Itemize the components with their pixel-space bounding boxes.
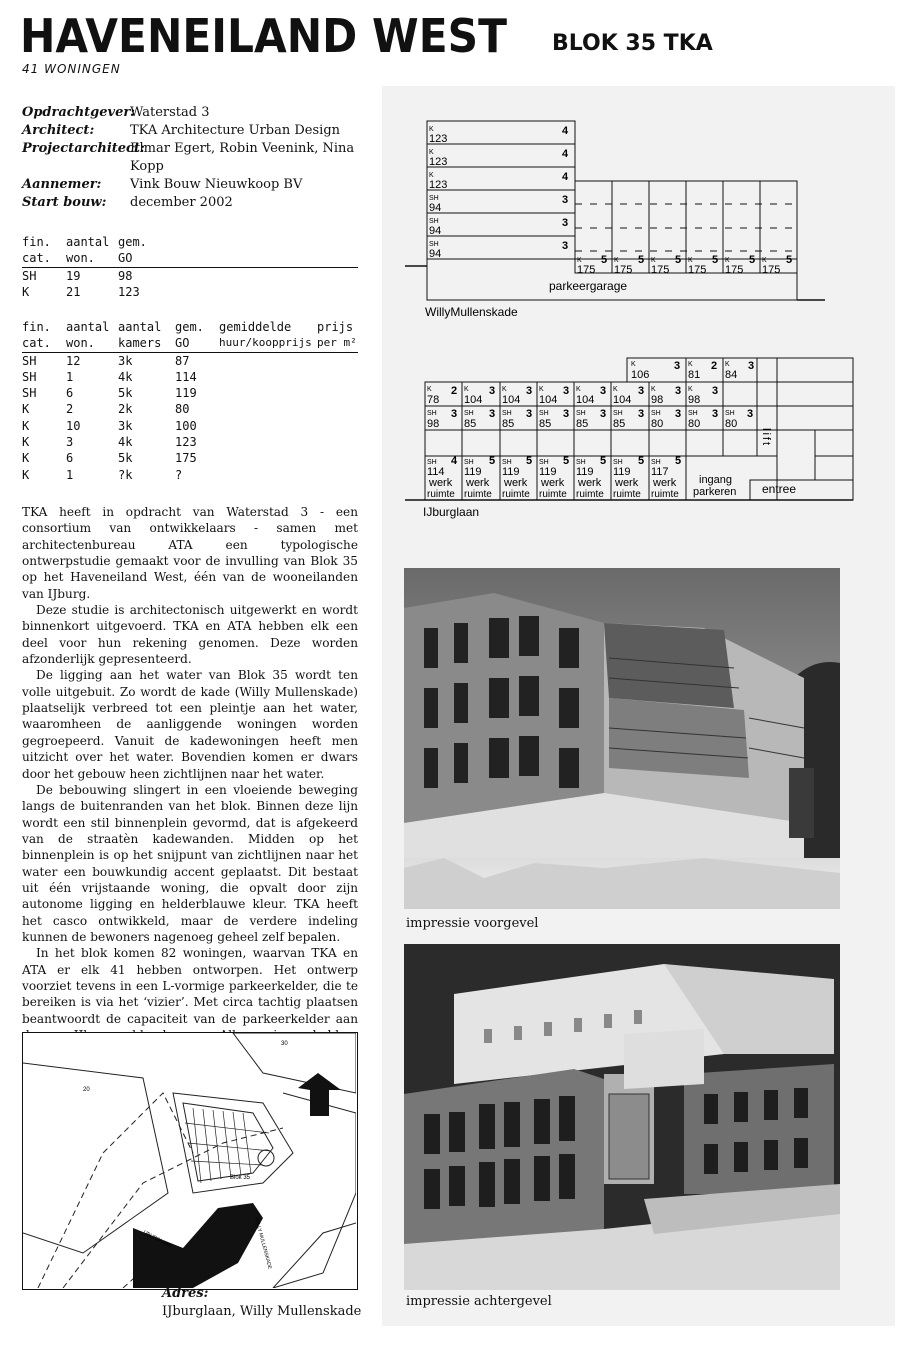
street-label: WillyMullenskade xyxy=(425,305,518,319)
info-value: Elmar Egert, Robin Veenink, Nina Kopp xyxy=(130,141,355,174)
table-cell: 1 xyxy=(66,467,74,482)
table-header-cell: huur/koopprijs xyxy=(219,335,317,352)
table-cell: SH xyxy=(22,353,37,368)
info-label: Architect: xyxy=(22,123,95,138)
table-cell: 3 xyxy=(66,435,74,450)
unit-type: K xyxy=(613,386,618,393)
table-cell: 114 xyxy=(175,369,197,384)
table-cell: 4k xyxy=(118,369,133,384)
entree-label: entree xyxy=(762,482,797,496)
table-cell: 119 xyxy=(175,386,197,401)
table-header-cell: aantal xyxy=(118,320,162,334)
ruimte-label: ruimte xyxy=(576,489,604,500)
unit-floors: 5 xyxy=(563,455,570,467)
table-cell: 21 xyxy=(66,284,81,299)
street-label: IJBURGLAAN xyxy=(142,1229,173,1250)
unit-floors: 5 xyxy=(712,254,719,266)
unit-size: 119 xyxy=(502,466,520,478)
photo1-caption: impressie voorgevel xyxy=(406,916,539,931)
ruimte-label: ruimte xyxy=(464,489,492,500)
facade-photo-front xyxy=(404,568,840,909)
paragraph: TKA heeft in opdracht van Waterstad 3 - een consortium van ontwikkelaars - samen met architectenbureau ATA een typologische ontwerpstudie gemaakt voor de invulling van Blok 35 op het Haveneiland West, één van de wooneilanden van IJburg. xyxy=(22,505,358,601)
table-header-cell: gem. xyxy=(175,320,204,334)
unit-type: SH xyxy=(613,410,623,417)
unit-type: K xyxy=(464,386,469,393)
unit-size: 119 xyxy=(539,466,557,478)
unit-floors: 3 xyxy=(747,408,754,420)
unit-type: K xyxy=(539,386,544,393)
unit-type: K xyxy=(725,257,730,264)
table-cell: SH xyxy=(22,268,37,283)
table-cell: 87 xyxy=(175,353,190,368)
unit-type: SH xyxy=(429,195,439,202)
unit-type: K xyxy=(576,386,581,393)
unit-type: SH xyxy=(576,410,586,417)
table-header xyxy=(22,234,358,250)
unit-size: 81 xyxy=(688,369,701,381)
unit-size: 104 xyxy=(502,394,521,406)
table-row xyxy=(22,418,358,434)
dwelling-table xyxy=(22,319,358,483)
unit-type: K xyxy=(688,257,693,264)
unit-type: SH xyxy=(429,218,439,225)
unit-type: SH xyxy=(613,459,623,466)
unit-type: K xyxy=(429,149,434,156)
unit-size: 114 xyxy=(427,466,445,478)
werk-label: werk xyxy=(466,477,490,489)
unit-size: 175 xyxy=(651,264,670,276)
unit-type: K xyxy=(651,257,656,264)
werk-label: werk xyxy=(653,477,677,489)
unit-size: 94 xyxy=(429,225,442,237)
unit-size: 119 xyxy=(576,466,594,478)
table-row xyxy=(22,434,358,450)
info-label: Start bouw: xyxy=(22,195,107,210)
table-cell: ?k xyxy=(118,467,133,482)
table-header-cell: prijs xyxy=(317,320,354,334)
table-header-cell: GO xyxy=(118,250,358,267)
unit-size: 94 xyxy=(429,248,442,260)
unit-floors: 3 xyxy=(712,385,719,397)
elevation-drawing xyxy=(405,356,855,524)
unit-floors: 3 xyxy=(526,385,533,397)
address-value: IJburglaan, Willy Mullenskade xyxy=(162,1304,362,1319)
street-label: WILLY MULLENSKADE xyxy=(253,1216,273,1270)
unit-floors: 5 xyxy=(638,254,645,266)
unit-floors: 5 xyxy=(601,254,608,266)
table-header-cell: gem. xyxy=(118,235,147,249)
table-header-cell: gemiddelde xyxy=(219,320,292,334)
unit-type: SH xyxy=(688,410,698,417)
table-cell: K xyxy=(22,418,30,433)
table-cell: 2 xyxy=(66,402,74,417)
werk-label: werk xyxy=(504,477,528,489)
unit-floors: 3 xyxy=(675,408,682,420)
parkeren-label: parkeren xyxy=(693,486,737,498)
unit-floors: 3 xyxy=(562,217,569,229)
table-cell: K xyxy=(22,467,30,482)
unit-type: SH xyxy=(429,241,439,248)
plot-number: 30 xyxy=(281,1041,288,1047)
unit-floors: 2 xyxy=(451,385,458,397)
photo2-caption: impressie achtergevel xyxy=(406,1294,552,1309)
info-value: Waterstad 3 xyxy=(130,105,210,120)
table-cell: 3k xyxy=(118,418,133,433)
unit-type: K xyxy=(429,172,434,179)
unit-size: 85 xyxy=(464,418,477,430)
unit-floors: 3 xyxy=(674,360,681,372)
table-cell: 98 xyxy=(118,268,133,283)
unit-type: K xyxy=(577,257,582,264)
table-cell: ? xyxy=(175,467,183,482)
paragraph: De ligging aan het water van Blok 35 wordt ten volle uitgebuit. Zo wordt de kade (Willy Mullenskade) plaatselijk verbreed tot een pleintje aan het water, waaromheen de aanliggende woningen worden gegroepeerd. Vanuit de kadewoningen heeft men uitzicht over het water. Bovendien komen er dwars door het gebouw heen zichtlijnen naar het water. xyxy=(22,668,358,781)
ruimte-label: ruimte xyxy=(502,489,530,500)
facade-photo-rear-image xyxy=(404,944,840,1290)
unit-type: K xyxy=(762,257,767,264)
info-value: TKA Architecture Urban Design xyxy=(130,123,341,138)
plot-number: 20 xyxy=(83,1087,90,1093)
table-cell: SH xyxy=(22,386,37,401)
table-row xyxy=(22,467,358,483)
unit-floors: 3 xyxy=(451,408,458,420)
table-header-cell: cat. xyxy=(22,250,66,267)
table-cell: K xyxy=(22,284,30,299)
unit-type: SH xyxy=(502,459,512,466)
unit-floors: 4 xyxy=(562,148,569,160)
unit-size: 80 xyxy=(651,418,664,430)
ruimte-label: ruimte xyxy=(427,489,455,500)
blok-label: Blok 35 xyxy=(230,1175,251,1181)
unit-size: 85 xyxy=(576,418,589,430)
facade-photo-front-image xyxy=(404,568,840,909)
unit-floors: 3 xyxy=(638,385,645,397)
unit-floors: 5 xyxy=(786,254,793,266)
table-cell: 10 xyxy=(66,418,81,433)
table-row xyxy=(22,267,358,284)
unit-type: SH xyxy=(464,459,474,466)
elevation-diagram xyxy=(405,356,855,524)
unit-floors: 3 xyxy=(562,194,569,206)
unit-floors: 4 xyxy=(451,455,458,467)
table-cell: 5k xyxy=(118,451,133,466)
unit-size: 98 xyxy=(427,418,440,430)
unit-size: 175 xyxy=(577,264,596,276)
unit-floors: 3 xyxy=(600,408,607,420)
table-cell: 123 xyxy=(118,284,140,299)
unit-size: 119 xyxy=(464,466,482,478)
north-arrow-icon xyxy=(298,1073,341,1116)
unit-type: SH xyxy=(427,410,437,417)
section-drawing xyxy=(405,118,835,324)
unit-type: SH xyxy=(502,410,512,417)
unit-size: 104 xyxy=(464,394,483,406)
unit-size: 123 xyxy=(429,133,448,145)
paragraph: De bebouwing slingert in een vloeiende beweging langs de buitenranden van het blok. Binnen deze lijn wordt een stil binnenplein gevormd, dat is afgekeerd van de straatèn kadewanden. Midden op het binnenplein is op het snijpunt van zichtlijnen naar het water een bouwkundig accent geplaatst. Dit bestaat uit één vrijstaande woning, die opvalt door zijn autonome ligging en helderblauwe kleur. TKA heeft het casco ontwikkeld, maar de verdere indeling kunnen de bewoners nagenoeg geheel zelf bepalen. xyxy=(22,782,358,944)
unit-size: 78 xyxy=(427,394,440,406)
lift-label: lift xyxy=(760,428,772,447)
unit-type: K xyxy=(429,126,434,133)
unit-size: 98 xyxy=(688,394,701,406)
section-diagram xyxy=(405,118,835,324)
paragraph: In het blok komen 82 woningen, waarvan TKA en ATA er elk 41 hebben ontworpen. Het ontwerp voorziet tevens in een L-vormige parkeerkelder, die te bereiken is via het ‘vizier’. Met circa tachtig plaatsen beantwoordt de capaciteit van de parkeerkelder aan xyxy=(22,946,358,1026)
address-label: Adres: xyxy=(162,1286,209,1301)
table-header-cell: won. xyxy=(66,335,118,352)
werk-label: werk xyxy=(541,477,565,489)
ruimte-label: ruimte xyxy=(613,489,641,500)
page-subtitle: BLOK 35 TKA xyxy=(552,31,713,56)
ruimte-label: ruimte xyxy=(651,489,679,500)
unit-floors: 3 xyxy=(563,385,570,397)
unit-type: SH xyxy=(651,459,661,466)
unit-floors: 3 xyxy=(748,360,755,372)
body-text xyxy=(22,504,358,1092)
info-value: Vink Bouw Nieuwkoop BV xyxy=(130,177,303,192)
table-cell: 175 xyxy=(175,451,197,466)
unit-type: SH xyxy=(427,459,437,466)
unit-size: 85 xyxy=(613,418,626,430)
unit-floors: 3 xyxy=(675,385,682,397)
info-label: Opdrachtgever: xyxy=(22,105,135,120)
unit-type: K xyxy=(651,386,656,393)
unit-type: K xyxy=(631,361,636,368)
unit-type: K xyxy=(427,386,432,393)
unit-size: 175 xyxy=(688,264,707,276)
unit-floors: 5 xyxy=(749,254,756,266)
project-info xyxy=(22,104,362,214)
table-cell: 2k xyxy=(118,402,133,417)
paragraph: Deze studie is architectonisch uitgewerkt en wordt binnenkort uitgevoerd. TKA en ATA hebben elk een deel voor hun rekening genomen. Deze worden afzonderlijk gepresenteerd. xyxy=(22,603,358,667)
table-cell: 80 xyxy=(175,402,190,417)
info-label: Projectarchitect: xyxy=(22,141,145,156)
unit-type: SH xyxy=(539,410,549,417)
unit-floors: 5 xyxy=(638,455,645,467)
unit-floors: 3 xyxy=(562,240,569,252)
table-row xyxy=(22,450,358,466)
unit-type: K xyxy=(688,386,693,393)
table-cell: 6 xyxy=(66,451,74,466)
site-plan xyxy=(22,1032,358,1290)
info-label: Aannemer: xyxy=(22,177,102,192)
unit-type: K xyxy=(688,361,693,368)
unit-size: 123 xyxy=(429,179,448,191)
table-header-cell: GO xyxy=(175,335,219,352)
table-cell: 3k xyxy=(118,353,133,368)
unit-type: SH xyxy=(539,459,549,466)
parking-label: parkeergarage xyxy=(549,279,628,293)
table-header xyxy=(22,319,358,335)
table-cell: 6 xyxy=(66,386,74,401)
unit-type: SH xyxy=(651,410,661,417)
table-row xyxy=(22,369,358,385)
unit-size: 80 xyxy=(725,418,738,430)
unit-size: 85 xyxy=(502,418,515,430)
table-header-cell: cat. xyxy=(22,335,66,352)
unit-floors: 3 xyxy=(638,408,645,420)
table-header xyxy=(22,335,358,352)
table-header-cell: per m² xyxy=(317,335,358,352)
table-cell: 12 xyxy=(66,353,81,368)
summary-table xyxy=(22,234,358,300)
table-cell: K xyxy=(22,451,30,466)
table-row xyxy=(22,385,358,401)
werk-label: werk xyxy=(578,477,602,489)
unit-type: K xyxy=(502,386,507,393)
werk-label: werk xyxy=(615,477,639,489)
unit-floors: 5 xyxy=(526,455,533,467)
dwelling-count: 41 WONINGEN xyxy=(22,62,121,76)
ruimte-label: ruimte xyxy=(539,489,567,500)
unit-floors: 2 xyxy=(711,360,718,372)
unit-floors: 5 xyxy=(600,455,607,467)
table-header-cell: fin. xyxy=(22,320,51,334)
table-row xyxy=(22,401,358,417)
table-cell: 19 xyxy=(66,268,81,283)
table-cell: K xyxy=(22,402,30,417)
unit-floors: 4 xyxy=(562,171,569,183)
unit-type: SH xyxy=(464,410,474,417)
unit-type: K xyxy=(614,257,619,264)
unit-floors: 4 xyxy=(562,125,569,137)
unit-size: 119 xyxy=(613,466,631,478)
unit-type: K xyxy=(725,361,730,368)
table-header-cell: kamers xyxy=(118,335,175,352)
unit-size: 104 xyxy=(613,394,632,406)
table-row xyxy=(22,352,358,369)
unit-size: 117 xyxy=(651,466,669,478)
table-cell: 100 xyxy=(175,418,197,433)
unit-size: 106 xyxy=(631,369,650,381)
unit-size: 98 xyxy=(651,394,664,406)
table-cell: 123 xyxy=(175,435,197,450)
table-header-cell: aantal xyxy=(66,235,110,249)
table-header xyxy=(22,250,358,267)
unit-floors: 3 xyxy=(489,408,496,420)
ingang-label: ingang xyxy=(699,474,733,486)
unit-size: 84 xyxy=(725,369,738,381)
unit-size: 123 xyxy=(429,156,448,168)
table-header-cell: aantal xyxy=(66,320,110,334)
unit-size: 104 xyxy=(576,394,595,406)
table-header-cell: won. xyxy=(66,250,118,267)
unit-size: 175 xyxy=(762,264,781,276)
unit-size: 85 xyxy=(539,418,552,430)
table-cell: 5k xyxy=(118,386,133,401)
unit-size: 175 xyxy=(614,264,633,276)
unit-floors: 5 xyxy=(675,455,682,467)
unit-floors: 3 xyxy=(600,385,607,397)
unit-type: SH xyxy=(576,459,586,466)
unit-floors: 3 xyxy=(712,408,719,420)
unit-type: SH xyxy=(725,410,735,417)
site-plan-drawing xyxy=(23,1033,356,1288)
table-row xyxy=(22,284,358,300)
unit-floors: 3 xyxy=(489,385,496,397)
werk-label: werk xyxy=(429,477,453,489)
table-cell: K xyxy=(22,435,30,450)
unit-size: 80 xyxy=(688,418,701,430)
unit-size: 94 xyxy=(429,202,442,214)
page-title: HAVENEILAND WEST xyxy=(20,9,507,63)
unit-floors: 3 xyxy=(526,408,533,420)
unit-floors: 5 xyxy=(489,455,496,467)
unit-floors: 5 xyxy=(675,254,682,266)
table-header-cell: fin. xyxy=(22,235,51,249)
unit-floors: 3 xyxy=(563,408,570,420)
unit-size: 104 xyxy=(539,394,558,406)
info-value: december 2002 xyxy=(130,195,233,210)
facade-photo-rear xyxy=(404,944,840,1290)
street-label: IJburglaan xyxy=(423,505,480,519)
table-cell: SH xyxy=(22,369,37,384)
table-cell: 4k xyxy=(118,435,133,450)
unit-size: 175 xyxy=(725,264,744,276)
table-cell: 1 xyxy=(66,369,74,384)
